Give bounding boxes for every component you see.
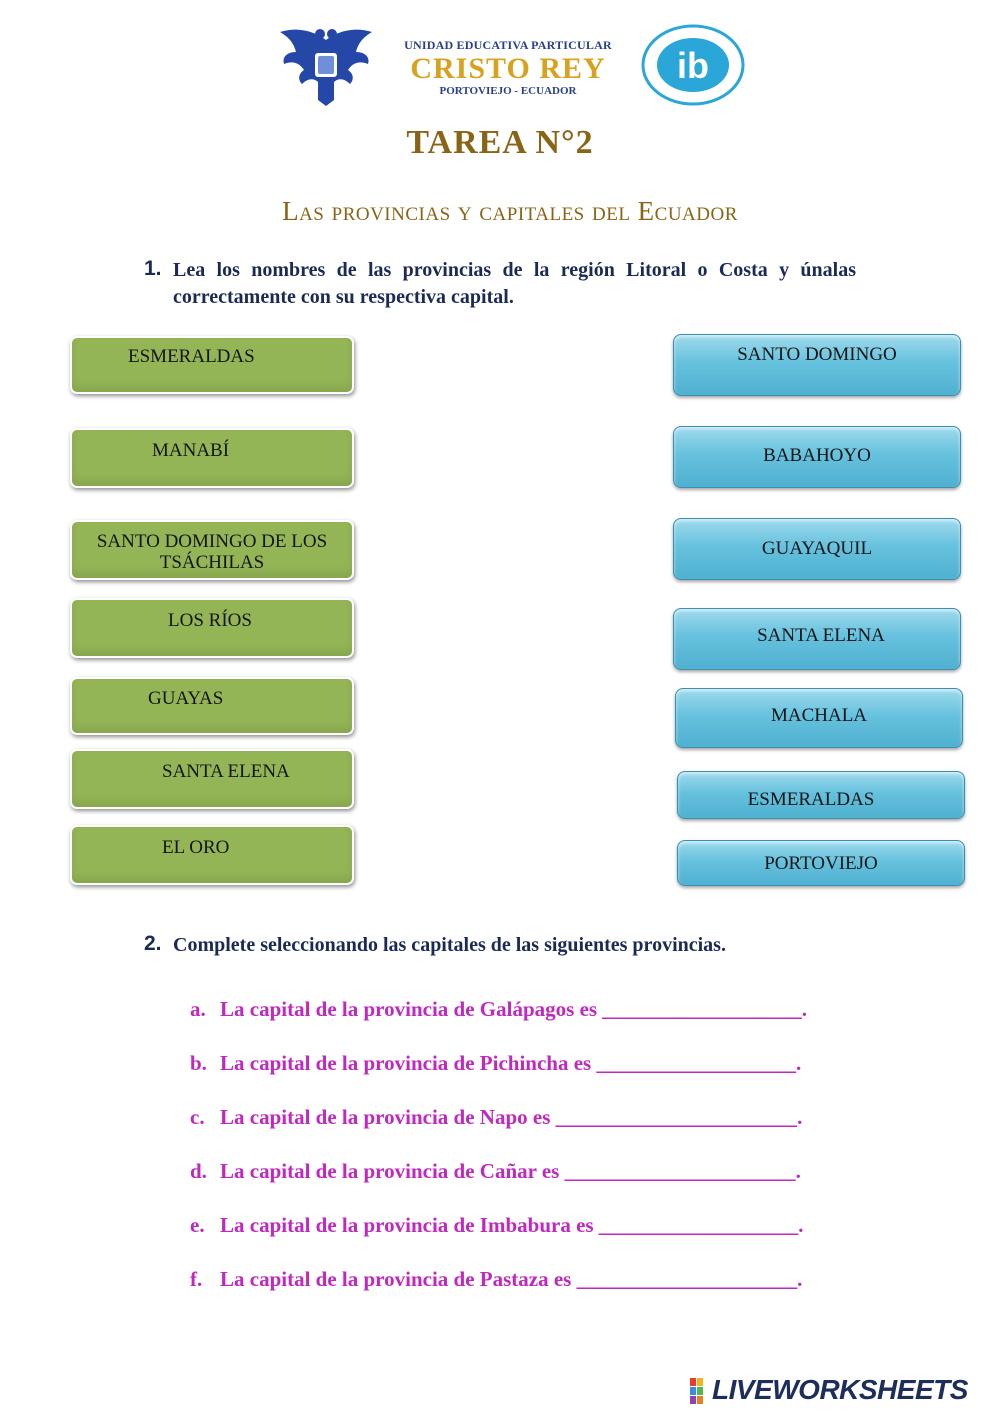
school-line1: UNIDAD EDUCATIVA PARTICULAR: [404, 38, 612, 52]
capital-box-santo-domingo[interactable]: SANTO DOMINGO: [673, 334, 961, 396]
question2-number: 2.: [144, 932, 162, 955]
province-label: ESMERALDAS: [128, 346, 255, 367]
item-text: La capital de la provincia de Galápagos es ___________________.: [220, 997, 808, 1021]
list-item[interactable]: [190, 997, 807, 1022]
province-box-santo-domingo[interactable]: [70, 520, 354, 580]
item-letter: c.: [190, 1105, 205, 1129]
province-label: GUAYAS: [148, 688, 224, 709]
item-letter: f.: [190, 1267, 203, 1291]
eagle-crest-icon: [276, 22, 376, 108]
list-item[interactable]: [190, 1159, 801, 1184]
school-header: [270, 18, 750, 108]
item-text: La capital de la provincia de Pichincha es ___________________.: [220, 1051, 802, 1075]
ib-world-school-icon: [640, 24, 746, 106]
question2-text: Complete seleccionando las capitales de las siguientes provincias.: [173, 934, 726, 956]
list-item[interactable]: [190, 1105, 802, 1130]
svg-text:ib: ib: [677, 45, 709, 86]
province-box-guayas[interactable]: [70, 677, 354, 735]
province-box-esmeraldas[interactable]: [70, 336, 354, 394]
question1-number: 1.: [144, 257, 162, 280]
list-item[interactable]: [190, 1267, 802, 1292]
capital-box-machala[interactable]: MACHALA: [675, 688, 963, 748]
capital-box-portoviejo[interactable]: PORTOVIEJO: [677, 840, 965, 886]
page-subtitle: Las provincias y capitales del Ecuador: [282, 196, 738, 226]
list-item[interactable]: [190, 1213, 804, 1238]
province-box-los-rios[interactable]: [70, 598, 354, 658]
capital-box-guayaquil[interactable]: GUAYAQUIL: [673, 518, 961, 580]
list-item[interactable]: [190, 1051, 801, 1076]
school-line2: CRISTO REY: [410, 52, 606, 85]
item-letter: d.: [190, 1159, 207, 1183]
school-line3: PORTOVIEJO - ECUADOR: [439, 85, 577, 97]
item-text: La capital de la provincia de Cañar es ______________________.: [220, 1159, 801, 1183]
province-label: SANTO DOMINGO DE LOS TSÁCHILAS: [96, 531, 328, 573]
capital-box-babahoyo[interactable]: BABAHOYO: [673, 426, 961, 488]
capital-box-santa-elena[interactable]: SANTA ELENA: [673, 608, 961, 670]
item-text: La capital de la provincia de Napo es _______________________.: [220, 1105, 803, 1129]
province-box-manabi[interactable]: [70, 428, 354, 488]
question1-text: Lea los nombres de las provincias de la región Litoral o Costa y únalas correctamente con su respectiva capital.: [173, 259, 856, 308]
province-label: EL ORO: [162, 837, 230, 858]
item-letter: e.: [190, 1213, 205, 1237]
capital-box-esmeraldas[interactable]: ESMERALDAS: [677, 771, 965, 819]
school-name: [388, 38, 628, 97]
liveworksheets-logo: [690, 1376, 990, 1406]
item-text: La capital de la provincia de Imbabura es ___________________.: [220, 1213, 804, 1237]
province-label: SANTA ELENA: [162, 761, 290, 782]
liveworksheets-logo-icon: [690, 1378, 710, 1404]
item-text: La capital de la provincia de Pastaza es _____________________.: [220, 1267, 803, 1291]
province-box-santa-elena[interactable]: [70, 749, 354, 809]
province-box-el-oro[interactable]: [70, 825, 354, 885]
province-label: LOS RÍOS: [168, 610, 252, 631]
footer-brand: LIVEWORKSHEETS: [712, 1374, 968, 1405]
province-label: MANABÍ: [152, 440, 230, 461]
item-letter: a.: [190, 997, 206, 1021]
page-title: TAREA N°2: [406, 124, 594, 161]
item-letter: b.: [190, 1051, 207, 1075]
